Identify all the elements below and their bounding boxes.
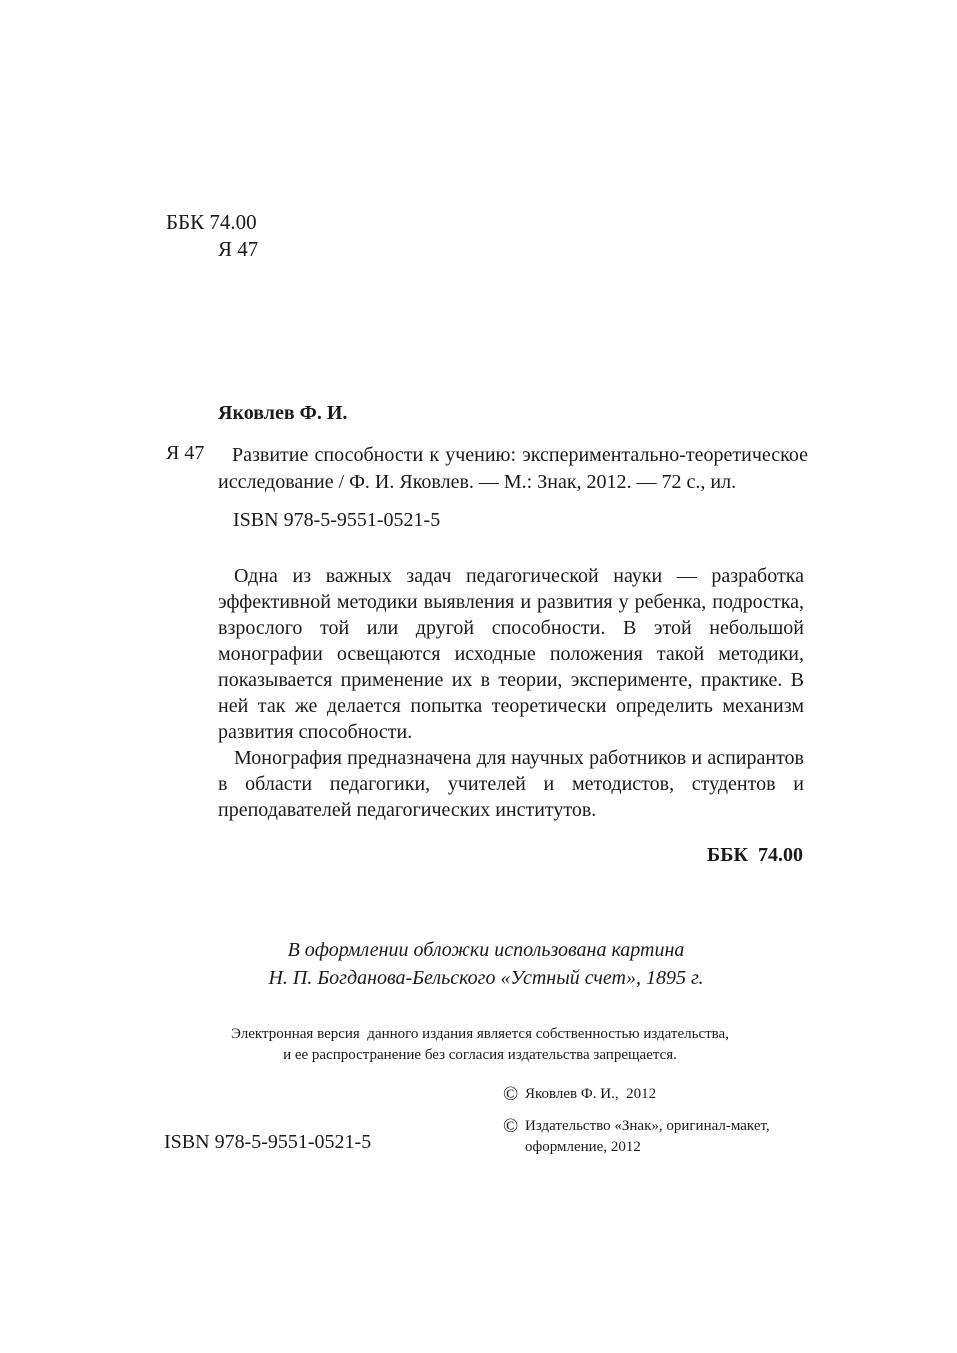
bbk-index-bold: ББК 74.00: [707, 844, 803, 866]
cover-note: [166, 936, 806, 992]
copyright-publisher-text: [525, 1116, 770, 1158]
bbk-code: ББК 74.00: [166, 210, 257, 234]
annotation: [218, 563, 804, 823]
bbk-index-top: [166, 209, 258, 263]
copyright-publisher-line-2: оформление, 2012: [525, 1139, 641, 1155]
isbn-bottom: ISBN 978-5-9551-0521-5: [164, 1131, 372, 1153]
author-heading: Яковлев Ф. И.: [218, 402, 348, 424]
electronic-notice: [160, 1024, 800, 1066]
cover-note-line-1: В оформлении обложки использована картина: [287, 939, 685, 961]
copyright-icon: ©: [503, 1083, 519, 1105]
electronic-notice-line-1: Электронная версия данного издания является собственностью издательства,: [231, 1026, 729, 1042]
cover-note-line-2: Н. П. Богданова-Бельского «Устный счет», 1895 г.: [268, 967, 704, 989]
annotation-paragraph-2: Монография предназначена для научных работников и аспирантов в области педагогики, учителей и методистов, студентов и преподавателей педагогических институтов.: [218, 747, 804, 821]
copyright-publisher-line-1: Издательство «Знак», оригинал-макет,: [525, 1118, 770, 1134]
copyright-icon: ©: [503, 1115, 519, 1137]
isbn-card: ISBN 978-5-9551-0521-5: [233, 509, 441, 531]
bibliographic-description: Развитие способности к учению: экспериментально-теоретическое исследование / Ф. И. Яковлев. — М.: Знак, 2012. — 72 с., ил.: [218, 444, 808, 493]
copyright-publisher: [503, 1116, 770, 1158]
card-author-mark: Я 47: [166, 442, 205, 464]
copyright-author: [503, 1084, 656, 1105]
annotation-paragraph-1: Одна из важных задач педагогической науки — разработка эффективной методики выявления и развития у ребенка, подростка, взрослого той или другой способности. В этой небольшой монографии освещаются исходные положения такой методики, показывается применение их в теории, эксперименте, практике. В ней так же делается попытка теоретически определить механизм развития способности.: [218, 565, 804, 743]
author-mark: Я 47: [218, 237, 259, 261]
copyright-author-text: Яковлев Ф. И., 2012: [525, 1086, 657, 1102]
electronic-notice-line-2: и ее распространение без согласия издательства запрещается.: [283, 1047, 677, 1063]
